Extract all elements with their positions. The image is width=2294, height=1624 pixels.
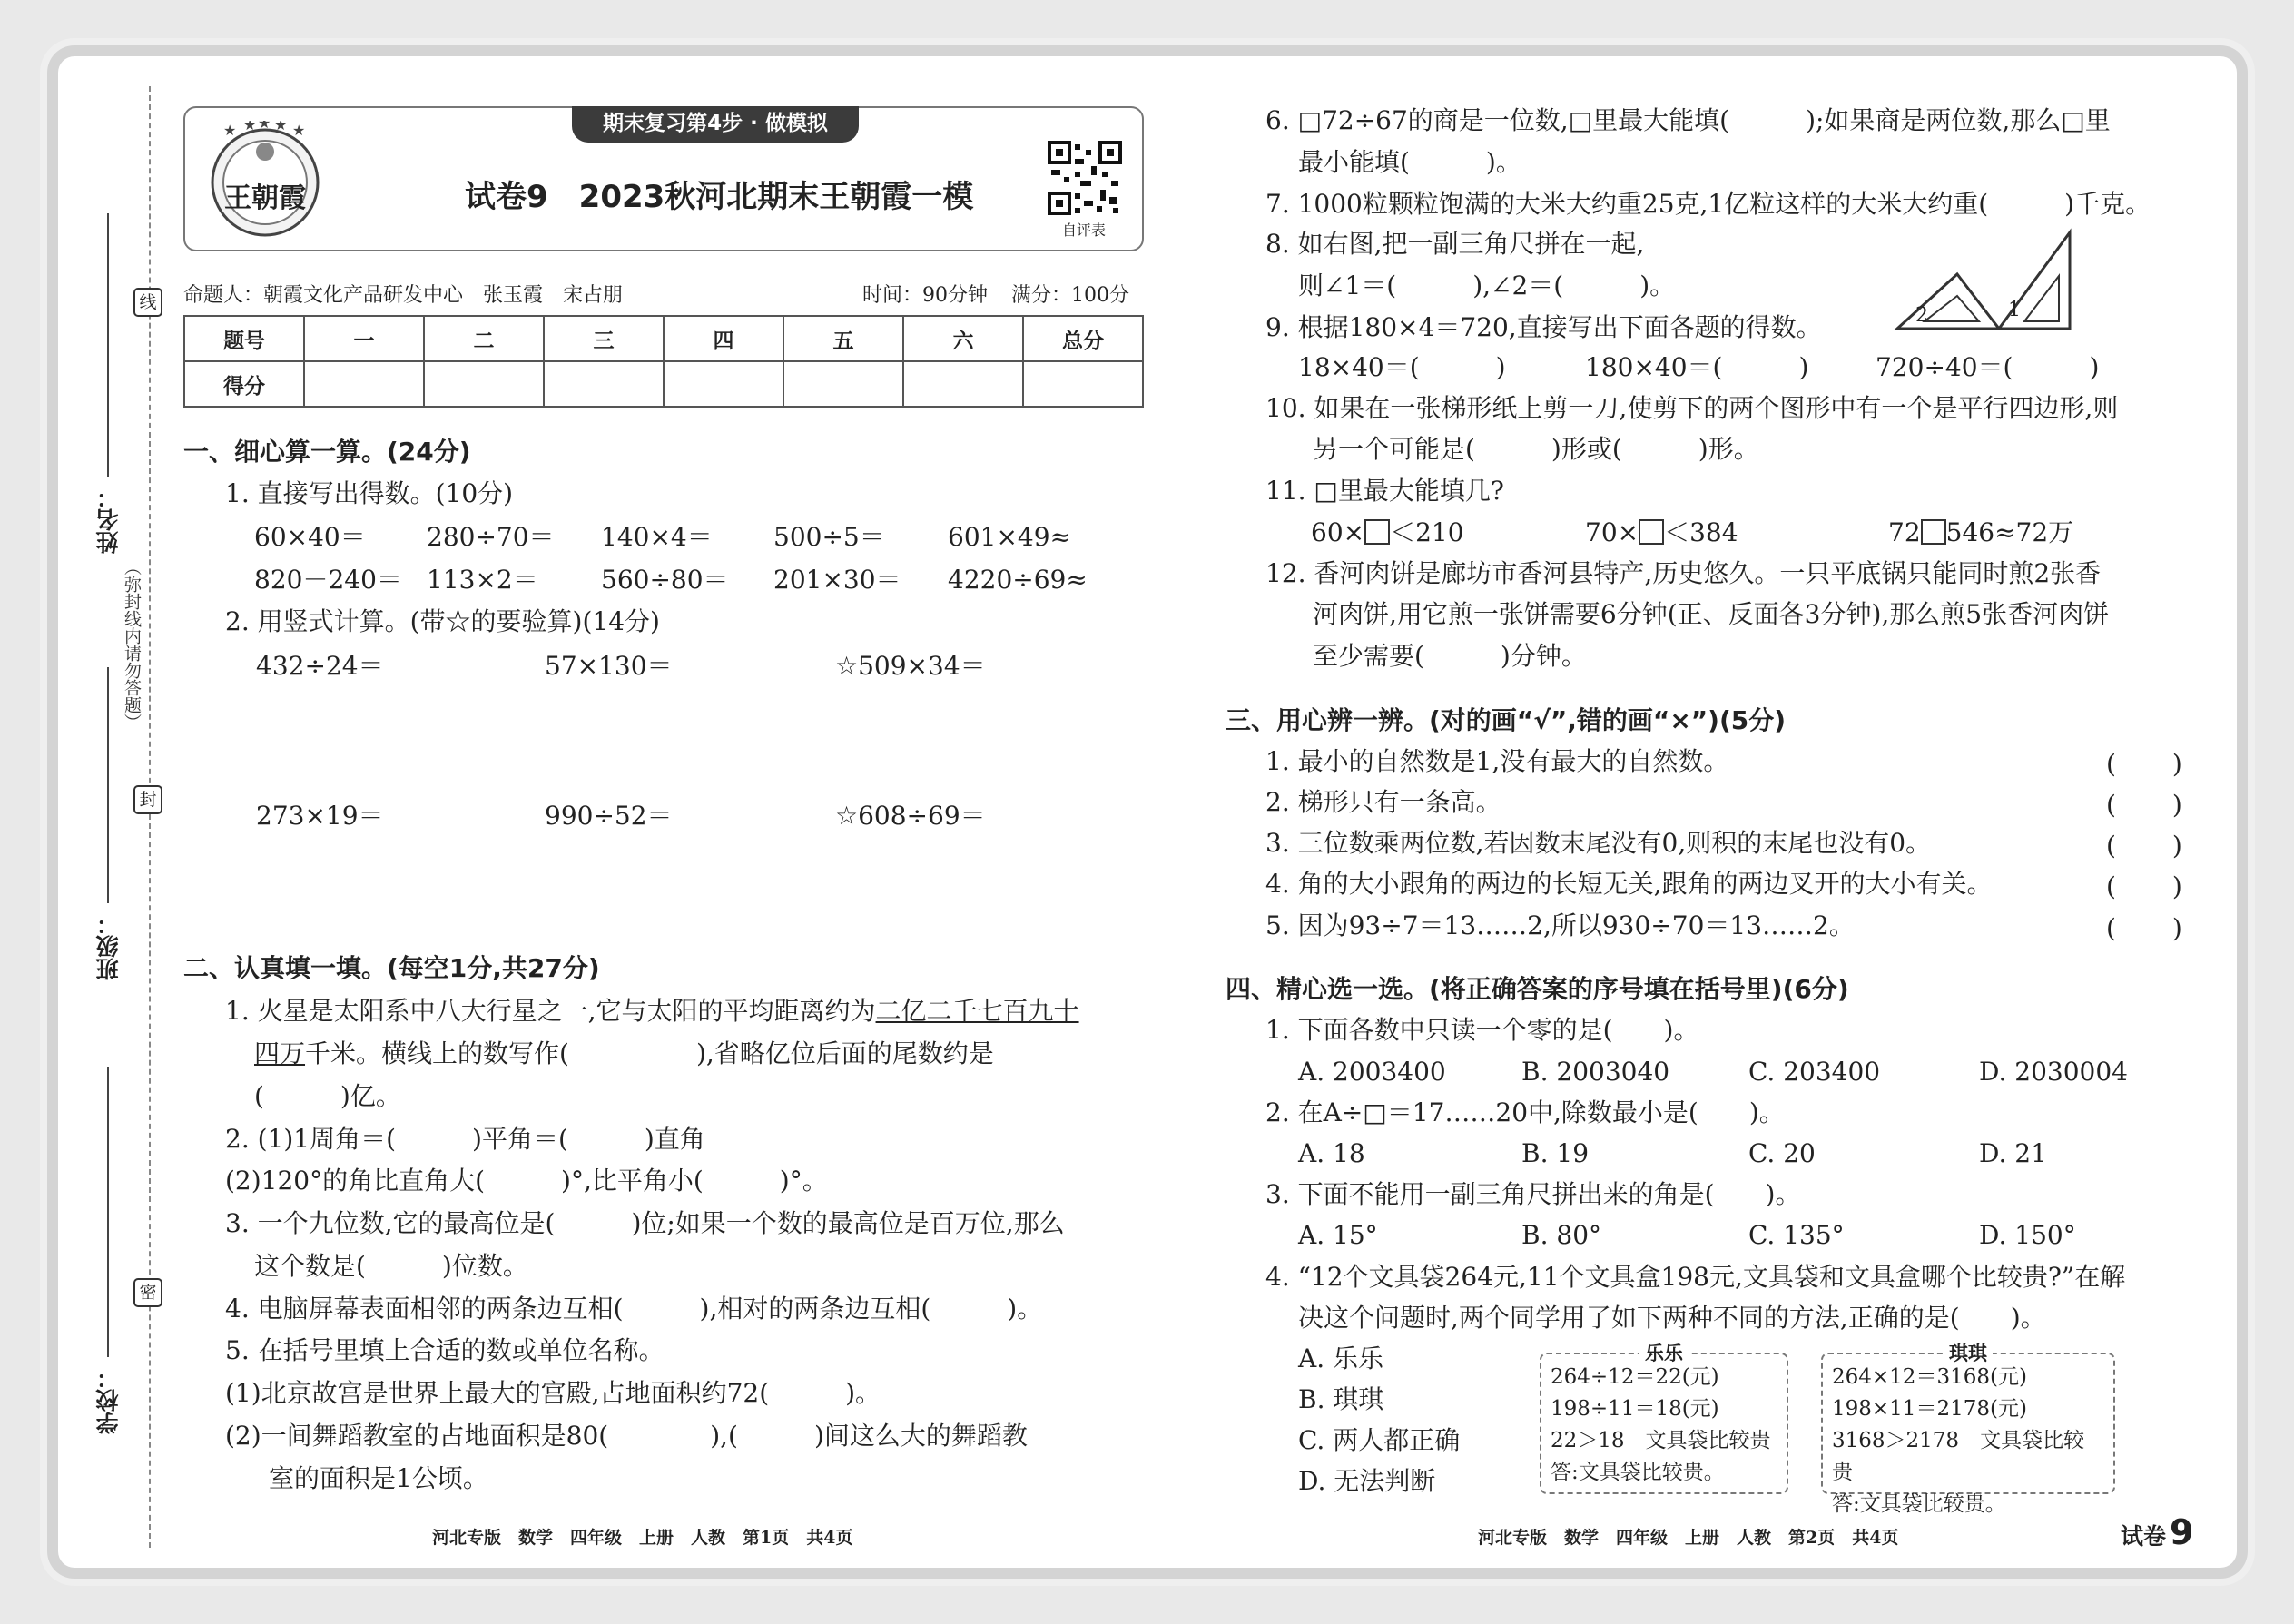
- seal-mark-mi: 密: [133, 1278, 162, 1307]
- qiqi-solution-box: [1821, 1343, 2115, 1516]
- calc-item: 601×49≈: [948, 522, 1071, 552]
- lele-name: 乐乐: [1639, 1343, 1689, 1364]
- calc-item: 820－240＝: [254, 565, 402, 595]
- judge-answer-paren[interactable]: ( ): [2106, 831, 2184, 861]
- s2-q1-line3: ( )亿。: [254, 1081, 401, 1111]
- judge-answer-paren[interactable]: ( ): [2106, 871, 2184, 901]
- q10-line2: 另一个可能是( )形或( )形。: [1313, 434, 1759, 464]
- choice-option[interactable]: D. 150°: [1979, 1220, 2076, 1250]
- score-table-header-row: [184, 316, 1143, 361]
- score-cell[interactable]: [664, 361, 783, 407]
- svg-text:★: ★: [292, 122, 306, 139]
- solution-line: 264×12＝3168(元): [1832, 1365, 2027, 1389]
- svg-text:★: ★: [274, 121, 288, 133]
- s2-q3-line2: 这个数是( )位数。: [254, 1251, 528, 1281]
- score-table-score-row: [184, 361, 1143, 407]
- judge-answer-paren[interactable]: ( ): [2106, 749, 2184, 779]
- qiqi-name: 琪琪: [1944, 1343, 1993, 1364]
- section-2-title: 二、认真填一填。(每空1分,共27分): [183, 953, 600, 983]
- class-label: 班级：: [95, 912, 122, 980]
- paper-number-badge: [2121, 1514, 2193, 1555]
- step-label: 期末复习第4步 · 做模拟: [572, 106, 859, 143]
- q7: 7. 1000粒颗粒饱满的大米大约重25克,1亿粒这样的大米大约重( )千克。: [1265, 189, 2151, 219]
- q6-line1: 6. □72÷67的商是一位数,□里最大能填( );如果商是两位数,那么□里: [1265, 105, 2111, 135]
- name-field-line[interactable]: [107, 213, 109, 477]
- exam-time: 时间：90分钟: [862, 284, 988, 307]
- binding-notice: （弥封线内请勿答题）: [122, 558, 142, 731]
- choice-q2: 2. 在A÷□＝17……20中,除数最小是( )。: [1265, 1097, 1785, 1127]
- solution-line: 198×11＝2178(元): [1832, 1397, 2027, 1421]
- calc-item: 4220÷69≈: [948, 565, 1088, 595]
- s2-q4: 4. 电脑屏幕表面相邻的两条边互相( ),相对的两条边互相( )。: [225, 1294, 1043, 1324]
- section-4-title: 四、精心选一选。(将正确答案的序号填在括号里)(6分): [1226, 974, 1849, 1004]
- q10-line1: 10. 如果在一张梯形纸上剪一刀,使剪下的两个图形中有一个是平行四边形,则: [1265, 393, 2119, 423]
- svg-text:★: ★: [223, 122, 237, 139]
- s2-q1-underlined-1: 二亿二千七百九十: [875, 996, 1079, 1026]
- choice-option[interactable]: A. 18: [1298, 1138, 1365, 1168]
- paper-number: 9: [2170, 1512, 2194, 1552]
- blank-box-icon[interactable]: [1921, 519, 1946, 545]
- q11-post: 546≈72万: [1945, 517, 2074, 547]
- q12-line3: 至少需要( )分钟。: [1313, 641, 1587, 671]
- seal-mark-xian: 线: [133, 288, 162, 317]
- q11-item-3: [1888, 516, 2073, 550]
- calc-item: 280÷70＝: [427, 522, 555, 552]
- score-header-cell: 二: [424, 316, 544, 361]
- score-header-cell: 一: [304, 316, 424, 361]
- section-3-title: 三、用心辨一辨。(对的画“√”,错的画“×”)(5分): [1226, 705, 1787, 735]
- section-1-title: 一、细心算一算。(24分): [183, 437, 471, 467]
- q12-line1: 12. 香河肉饼是廊坊市香河县特产,历史悠久。一只平底锅只能同时煎2张香: [1265, 558, 2102, 588]
- solution-line: 答:文具袋比较贵。: [1551, 1461, 1725, 1484]
- s2-q5-3: 室的面积是1公顷。: [269, 1463, 488, 1493]
- choice-option[interactable]: B. 19: [1521, 1138, 1590, 1168]
- svg-text:★: ★: [258, 121, 271, 132]
- judge-item: 2. 梯形只有一条高。: [1265, 787, 1501, 817]
- school-label: 学校：: [95, 1366, 122, 1434]
- vertical-calc-item: 990÷52＝: [545, 801, 673, 831]
- q6-line2: 最小能填( )。: [1298, 147, 1521, 177]
- choice-q4-line2: 决这个问题时,两个同学用了如下两种不同的方法,正确的是( )。: [1298, 1303, 2046, 1333]
- vertical-calc-item: 273×19＝: [256, 801, 384, 831]
- choice-option[interactable]: D. 21: [1979, 1138, 2047, 1168]
- judge-answer-paren[interactable]: ( ): [2106, 913, 2184, 943]
- score-header-cell: 三: [544, 316, 664, 361]
- s2-q2-1: 2. (1)1周角＝( )平角＝( )直角: [225, 1124, 705, 1154]
- score-header-cell: 题号: [184, 316, 304, 361]
- q11-pre: 72: [1888, 517, 1921, 547]
- score-table: [183, 315, 1144, 408]
- score-header-cell: 六: [903, 316, 1023, 361]
- exam-header: [183, 106, 1144, 251]
- exam-full-score: 满分：100分: [1011, 284, 1129, 307]
- lele-solution-box: [1540, 1343, 1788, 1494]
- choice-option[interactable]: C. 135°: [1748, 1220, 1845, 1250]
- s2-q3-line1: 3. 一个九位数,它的最高位是( )位;如果一个数的最高位是百万位,那么: [225, 1208, 1065, 1238]
- blank-box-icon[interactable]: [1639, 519, 1664, 545]
- exam-title: 试卷9 2023秋河北期末王朝霞一模: [465, 179, 974, 215]
- triangle-rulers-figure: [1888, 227, 2079, 336]
- calc-item: 201×30＝: [773, 565, 901, 595]
- q9-item: 720÷40＝( ): [1876, 352, 2100, 382]
- q12-line2: 河肉饼,用它煎一张饼需要6分钟(正、反面各3分钟),那么煎5张香河肉饼: [1313, 599, 2110, 629]
- calc-item: 140×4＝: [601, 522, 713, 552]
- s2-q2-2: (2)120°的角比直角大( )°,比平角小( )°。: [225, 1166, 828, 1196]
- s2-q5-1: (1)北京故宫是世界上最大的宫殿,占地面积约72( )。: [225, 1378, 881, 1408]
- judge-item: 1. 最小的自然数是1,没有最大的自然数。: [1265, 746, 1729, 776]
- qr-caption: 自评表: [1062, 221, 1107, 239]
- choice-option[interactable]: B. 2003040: [1521, 1057, 1670, 1087]
- s2-q1-text-b: 千米。横线上的数写作( ),省略亿位后面的尾数约是: [305, 1038, 994, 1068]
- solution-line: 答:文具袋比较贵。: [1832, 1492, 2006, 1516]
- score-header-cell: 四: [664, 316, 783, 361]
- calc-item: 113×2＝: [427, 565, 538, 595]
- solution-line: 22＞18 文具袋比较贵: [1551, 1429, 1771, 1452]
- q9-item: 180×40＝( ): [1585, 352, 1809, 382]
- choice-option[interactable]: A. 乐乐: [1298, 1343, 1384, 1373]
- judge-item: 3. 三位数乘两位数,若因数末尾没有0,则积的末尾也没有0。: [1265, 828, 1932, 858]
- solution-line: 3168＞2178 文具袋比较贵: [1832, 1429, 2085, 1484]
- solution-line: 198÷11＝18(元): [1551, 1397, 1719, 1421]
- q11-pre: 70×: [1585, 517, 1639, 547]
- choice-option[interactable]: B. 80°: [1521, 1220, 1602, 1250]
- vertical-calc-item: 432÷24＝: [256, 651, 384, 681]
- choice-option[interactable]: D. 2030004: [1979, 1057, 2128, 1087]
- q11-post: ＜210: [1390, 517, 1464, 547]
- choice-option[interactable]: C. 203400: [1748, 1057, 1881, 1087]
- footer-left: 河北专版 数学 四年级 上册 人教 第1页 共4页: [432, 1528, 853, 1548]
- s2-q5-2: (2)一间舞蹈教室的占地面积是80( ),( )间这么大的舞蹈教: [225, 1421, 1028, 1451]
- wang-zhaoxia-logo: [202, 121, 329, 239]
- s1-q1: 1. 直接写出得数。(10分): [225, 478, 514, 508]
- blank-box-icon[interactable]: [1364, 519, 1390, 545]
- score-cell[interactable]: [544, 361, 664, 407]
- footer-right: 河北专版 数学 四年级 上册 人教 第2页 共4页: [1478, 1528, 1899, 1548]
- exam-authors: 命题人：朝霞文化产品研发中心 张玉霞 宋占朋: [183, 284, 624, 307]
- s2-q1-line2: [254, 1037, 994, 1071]
- choice-option[interactable]: D. 无法判断: [1298, 1466, 1436, 1496]
- choice-option[interactable]: C. 20: [1748, 1138, 1816, 1168]
- choice-option[interactable]: B. 琪琪: [1298, 1384, 1384, 1414]
- judge-item: 5. 因为93÷7＝13……2,所以930÷70＝13……2。: [1265, 910, 1855, 940]
- s2-q1-line1: [225, 994, 1079, 1029]
- q11-item-2: [1585, 516, 1738, 550]
- calc-item: 60×40＝: [254, 522, 366, 552]
- score-cell[interactable]: [783, 361, 903, 407]
- name-label: 姓名：: [95, 486, 122, 554]
- choice-option[interactable]: A. 2003400: [1298, 1057, 1446, 1087]
- calc-item: 560÷80＝: [601, 565, 729, 595]
- school-field-line[interactable]: [107, 1067, 109, 1357]
- score-cell[interactable]: [424, 361, 544, 407]
- q8-line2: 则∠1＝( ),∠2＝( )。: [1298, 271, 1676, 300]
- vertical-calc-item: ☆509×34＝: [835, 651, 986, 681]
- score-header-cell: 总分: [1023, 316, 1143, 361]
- score-row-label: 得分: [184, 361, 304, 407]
- choice-q4-line1: 4. “12个文具袋264元,11个文具盒198元,文具袋和文具盒哪个比较贵?”在解: [1265, 1262, 2126, 1292]
- judge-item: 4. 角的大小跟角的两边的长短无关,跟角的两边叉开的大小有关。: [1265, 869, 1993, 899]
- judge-answer-paren[interactable]: ( ): [2106, 790, 2184, 820]
- q11-pre: 60×: [1311, 517, 1365, 547]
- angle-2-label: 2: [1915, 304, 1928, 327]
- seal-mark-feng: 封: [133, 785, 162, 814]
- s2-q1-underlined-2: 四万: [254, 1038, 306, 1068]
- q11: 11. □里最大能填几?: [1265, 476, 1504, 506]
- svg-text:★: ★: [243, 121, 257, 133]
- choice-q1: 1. 下面各数中只读一个零的是( )。: [1265, 1015, 1699, 1045]
- score-cell[interactable]: [304, 361, 424, 407]
- score-cell[interactable]: [1023, 361, 1143, 407]
- choice-q3: 3. 下面不能用一副三角尺拼出来的角是( )。: [1265, 1179, 1801, 1209]
- qr-code-icon[interactable]: [1048, 141, 1122, 215]
- angle-1-label: 1: [2008, 299, 2021, 321]
- binding-margin: [85, 86, 158, 1548]
- solution-line: 264÷12＝22(元): [1551, 1365, 1719, 1389]
- q9-item: 18×40＝( ): [1298, 352, 1506, 382]
- choice-option[interactable]: A. 15°: [1298, 1220, 1378, 1250]
- calc-item: 500÷5＝: [773, 522, 885, 552]
- vertical-calc-item: ☆608÷69＝: [835, 801, 986, 831]
- logo-text: 王朝霞: [224, 182, 306, 214]
- paper-label: 试卷: [2121, 1523, 2167, 1550]
- q11-post: ＜384: [1664, 517, 1738, 547]
- q9: 9. 根据180×4＝720,直接写出下面各题的得数。: [1265, 312, 1822, 342]
- lele-title: [1541, 1338, 1787, 1370]
- s2-q5: 5. 在括号里填上合适的数或单位名称。: [225, 1335, 665, 1365]
- s2-q1-text-a: 1. 火星是太阳系中八大行星之一,它与太阳的平均距离约为: [225, 996, 876, 1026]
- class-field-line[interactable]: [107, 667, 109, 903]
- q8-line1: 8. 如右图,把一副三角尺拼在一起,: [1265, 229, 1645, 259]
- vertical-calc-item: 57×130＝: [545, 651, 673, 681]
- s1-q2: 2. 用竖式计算。(带☆的要验算)(14分): [225, 606, 660, 636]
- choice-option[interactable]: C. 两人都正确: [1298, 1425, 1461, 1455]
- qiqi-title: [1823, 1338, 2113, 1370]
- q11-item-1: [1311, 516, 1464, 550]
- score-header-cell: 五: [783, 316, 903, 361]
- score-cell[interactable]: [903, 361, 1023, 407]
